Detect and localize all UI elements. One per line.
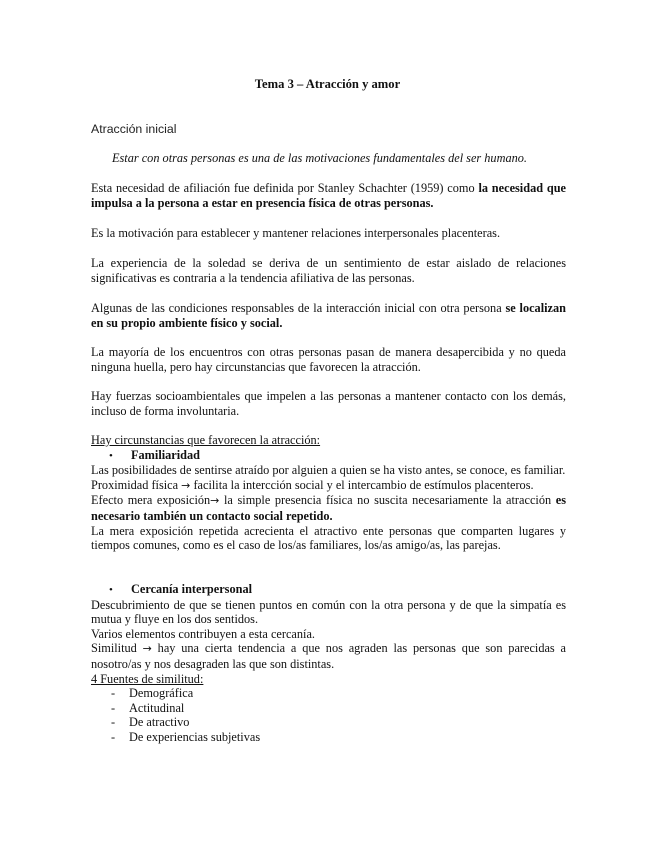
paragraph-condiciones [91,301,566,330]
bullet-cercania [91,582,566,598]
paragraph-text: Hay fuerzas socioambientales que impelen a las personas a mantener contacto con los demás, incluso de forma involuntaria. [91,389,566,418]
text-segment: Proximidad física [91,477,182,492]
list-item-label: Actitudinal [129,700,185,715]
circumstances-heading: Hay circunstancias que favorecen la atracción: [91,433,321,447]
bullet-familiaridad [91,448,566,464]
paragraph-fuerzas [91,389,566,418]
paragraph-text: La mayoría de los encuentros con otras personas pasan de manera desapercibida y no queda ninguna huella, pero hay circunstancias que favorecen la atracción. [91,345,566,374]
bullet-heading: Familiaridad [131,447,201,462]
familiaridad-line-3 [91,493,566,523]
text-segment: Similitud [91,641,143,656]
paragraph-text: Es la motivación para establecer y mantener relaciones interpersonales placenteras. [91,226,501,240]
section-heading: Atracción inicial [91,122,177,136]
list-item [91,715,566,730]
list-item-label: Demográfica [129,686,194,701]
cercania-line-3 [91,641,566,671]
paragraph-text: Esta necesidad de afiliación fue definida por Stanley Schachter (1959) como [91,181,479,195]
dash-marker: - [111,686,116,701]
arrow-icon: → [210,494,220,508]
bullet-icon: • [109,449,113,462]
paragraph-soledad [91,256,566,285]
cercania-line-2: Varios elementos contribuyen a esta cercanía. [91,626,315,641]
fuentes-heading: 4 Fuentes de similitud: [91,671,204,686]
dash-marker: - [111,715,116,730]
arrow-icon: → [181,478,191,492]
cercania-block [91,582,566,745]
dash-marker: - [111,700,116,715]
text-segment: Efecto mera exposición [91,493,211,508]
arrow-icon: → [142,642,152,656]
paragraph-afiliacion [91,181,566,210]
cercania-line-1: Descubrimiento de que se tienen puntos en común con la otra persona y de que la simpatía es mutua y fluye en los dos sentidos. [91,597,566,627]
page-title: Tema 3 – Atracción y amor [254,77,401,91]
list-item-label: De atractivo [129,715,190,730]
paragraph-bold: la necesidad que impulsa a la persona a estar en presencia física de otras personas. [91,181,566,210]
list-item [91,701,566,716]
paragraph-text: La experiencia de la soledad se deriva de un sentimiento de estar aislado de relaciones significativas es contraria a la tendencia afiliativa de las personas. [91,256,566,285]
paragraph-text: Algunas de las condiciones responsables de la interacción inicial con otra persona [91,301,506,315]
text-segment-bold: es necesario también un contacto social repetido. [91,493,566,523]
bullet-heading: Cercanía interpersonal [131,582,253,596]
list-item [91,686,566,701]
text-segment: la simple presencia física no suscita necesariamente la atracción [219,493,556,508]
paragraph-motivacion [91,226,566,241]
list-item-label: De experiencias subjetivas [129,729,261,744]
text-segment: facilita la intercción social y el intercambio de estímulos placenteros. [190,477,534,492]
list-item [91,730,566,745]
bullet-icon: • [109,584,113,596]
paragraph-encuentros [91,345,566,374]
text-segment: hay una cierta tendencia a que nos agraden las personas que son parecidas a nosotro/as y nos desagraden las que son distintas. [91,641,567,671]
familiaridad-line-2 [91,478,566,494]
familiaridad-line-4: La mera exposición repetida acrecienta el atractivo ente personas que comparten lugares y tiempos comunes, como es el caso de los/as familiares, los/as amigo/as, las parejas. [91,523,566,553]
paragraph-bold: se localizan en su propio ambiente físico y social. [91,301,566,330]
dash-marker: - [111,729,116,744]
familiaridad-line-1: Las posibilidades de sentirse atraído por alguien a quien se ha visto antes, se conoce, es familiar. [91,463,566,478]
familiaridad-block [91,433,566,553]
quote: Estar con otras personas es una de las motivaciones fundamentales del ser humano. [112,151,527,165]
